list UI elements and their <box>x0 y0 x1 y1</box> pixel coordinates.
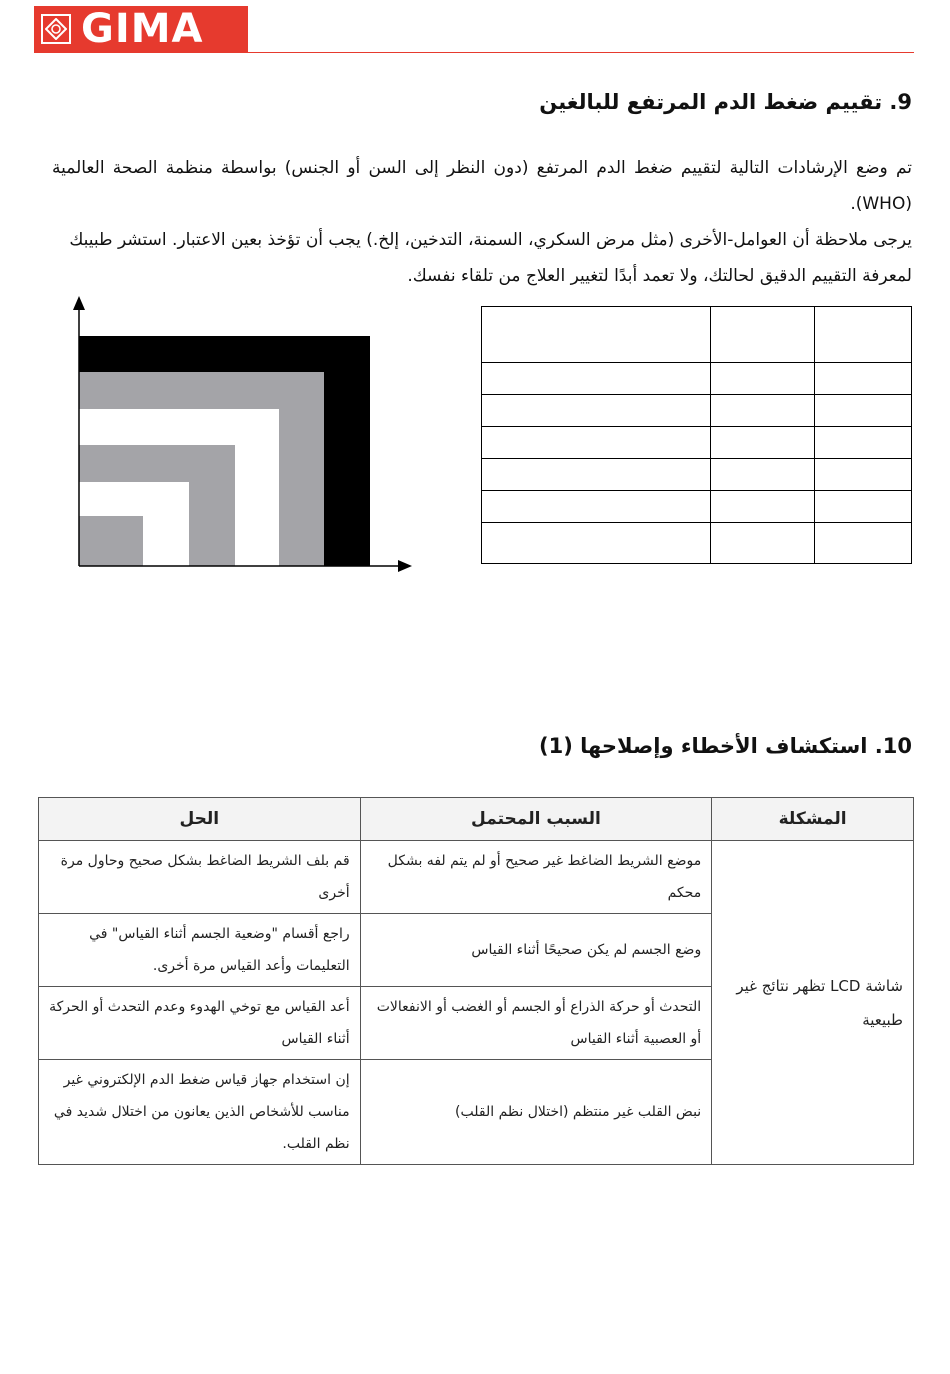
table-row <box>482 523 912 564</box>
section-9-heading: 9. تقييم ضغط الدم المرتفع للبالغين <box>539 90 912 114</box>
bp-classification-chart <box>60 290 420 575</box>
band-optimal <box>79 516 143 566</box>
cause-cell: نبض القلب غير منتظم (اختلال نظم القلب) <box>360 1060 712 1165</box>
header-cause: السبب المحتمل <box>360 798 712 841</box>
paragraph-line: لمعرفة التقييم الدقيق لحالتك، ولا تعمد أبدًا لتغيير العلاج من تلقاء نفسك. <box>407 266 912 286</box>
table-row <box>482 459 912 491</box>
paragraph-line: تم وضع الإرشادات التالية لتقييم ضغط الدم المرتفع (دون النظر إلى السن أو الجنس) بواسطة منظمة الصحة العالمية (WHO). <box>52 158 912 214</box>
solution-cell: إن استخدام جهاز قياس ضغط الدم الإلكتروني غير مناسب للأشخاص الذين يعانون من اختلال شديد في نظم القلب. <box>39 1060 361 1165</box>
table-row <box>482 307 912 363</box>
table-row <box>482 395 912 427</box>
table-row <box>482 427 912 459</box>
header-rule <box>34 52 914 53</box>
header-solution: الحل <box>39 798 361 841</box>
table-row <box>482 491 912 523</box>
x-axis-arrow <box>398 560 412 572</box>
solution-cell: راجع أقسام "وضعية الجسم أثناء القياس" في التعليمات وأعد القياس مرة أخرى. <box>39 914 361 987</box>
cause-cell: موضع الشريط الضاغط غير صحيح أو لم يتم لفه بشكل محكم <box>360 841 712 914</box>
y-axis-arrow <box>73 296 85 310</box>
paragraph-line: يرجى ملاحظة أن العوامل-الأخرى (مثل مرض السكري، السمنة، التدخين، إلخ.) يجب أن تؤخذ بعين الاعتبار. استشر طبيبك <box>69 230 912 250</box>
problem-cell: شاشة LCD تظهر نتائج غير طبيعية <box>712 841 914 1165</box>
table-header-row <box>39 798 914 841</box>
brand-name: GIMA <box>81 6 204 52</box>
gima-emblem-icon <box>41 14 71 44</box>
section-10-heading: 10. استكشاف الأخطاء وإصلاحها (1) <box>539 734 912 758</box>
header-problem: المشكلة <box>712 798 914 841</box>
gima-logo <box>34 6 248 52</box>
troubleshooting-table <box>38 797 914 1165</box>
cause-cell: وضع الجسم لم يكن صحيحًا أثناء القياس <box>360 914 712 987</box>
bp-classification-table <box>481 306 912 564</box>
solution-cell: قم بلف الشريط الضاغط بشكل صحيح وحاول مرة أخرى <box>39 841 361 914</box>
section-9-paragraph <box>52 150 912 294</box>
table-row <box>482 363 912 395</box>
solution-cell: أعد القياس مع توخي الهدوء وعدم التحدث أو الحركة أثناء القياس <box>39 987 361 1060</box>
cause-cell: التحدث أو حركة الذراع أو الجسم أو الغضب أو الانفعالات أو العصبية أثناء القياس <box>360 987 712 1060</box>
table-row <box>39 841 914 914</box>
